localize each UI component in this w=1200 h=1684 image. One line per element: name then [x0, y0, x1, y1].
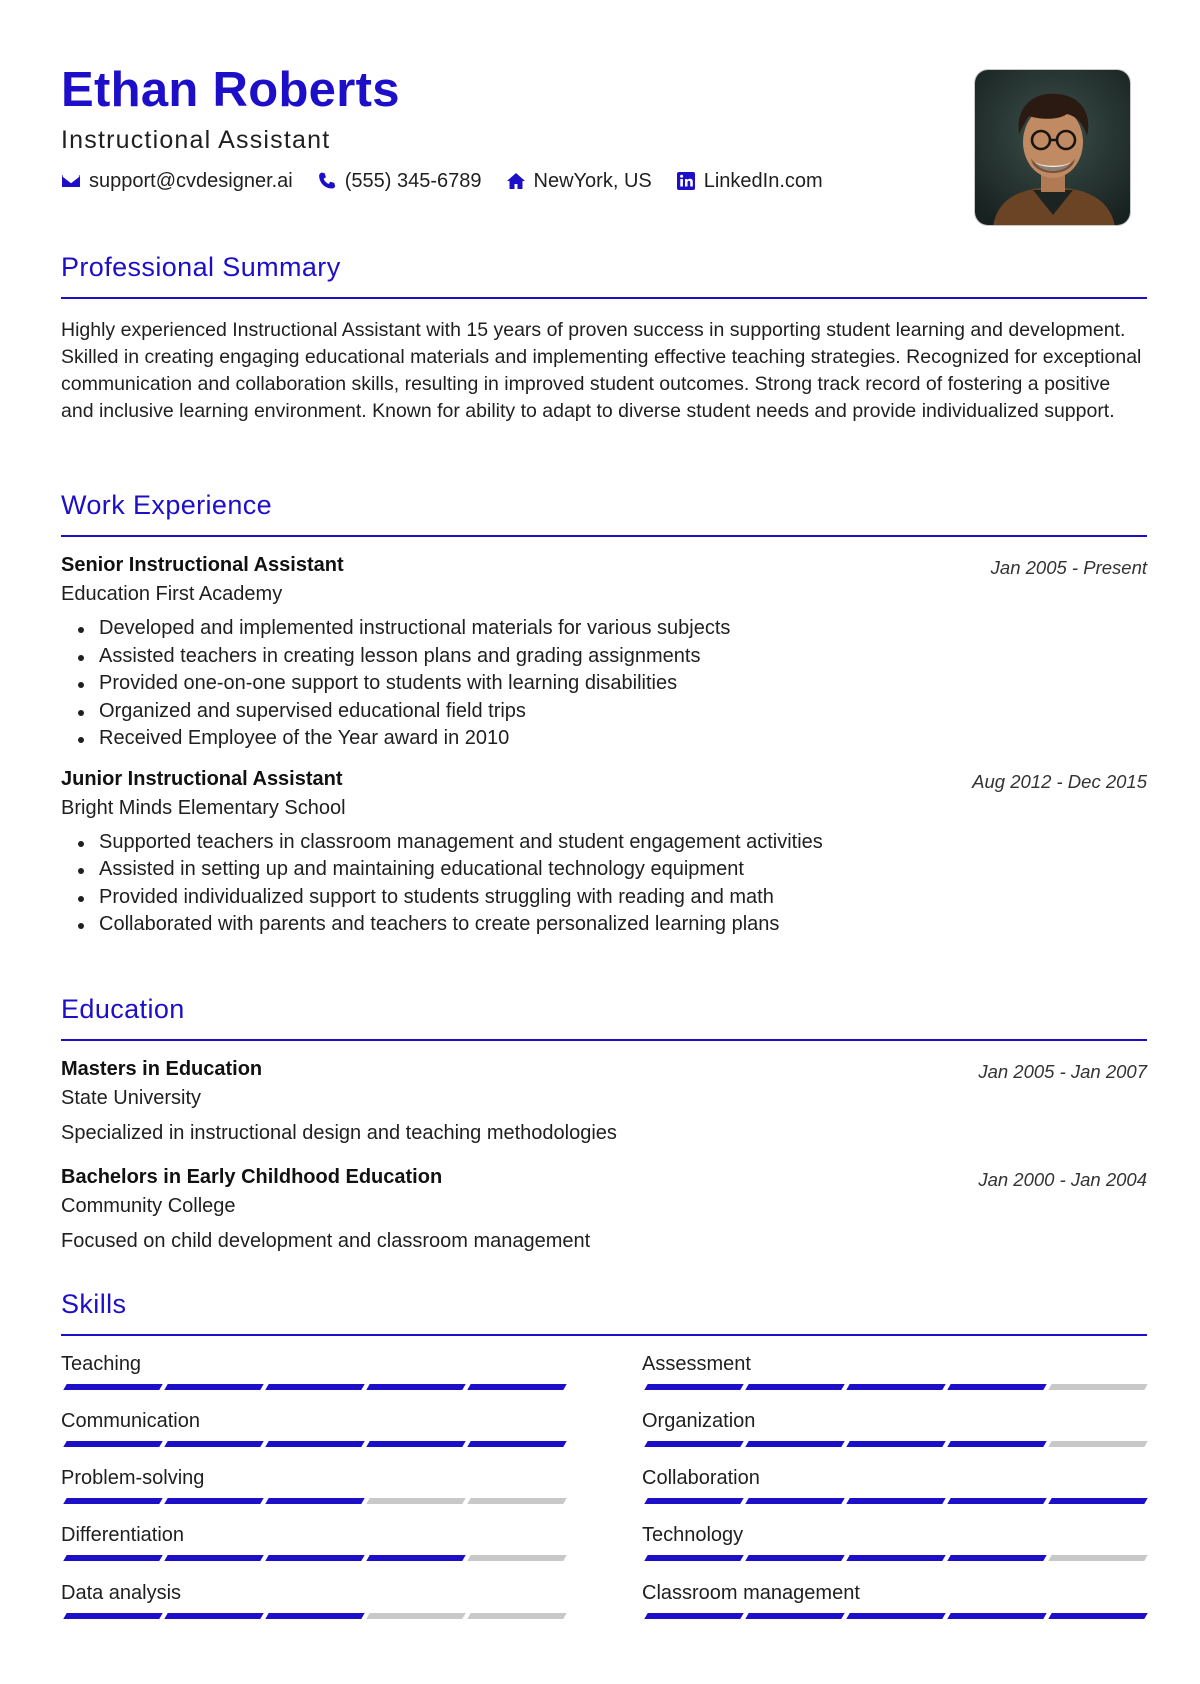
skill-level-bar	[61, 1384, 565, 1392]
skills-heading: Skills	[61, 1289, 127, 1319]
skill-segment-filled	[265, 1613, 364, 1619]
skill-segment-filled	[846, 1441, 945, 1447]
education-section	[61, 996, 1147, 1251]
skill-segment-filled	[366, 1384, 465, 1390]
skill-segment-filled	[745, 1613, 844, 1619]
job-date: Jan 2005 - Present	[990, 557, 1147, 578]
home-icon	[506, 171, 526, 191]
list-item: Supported teachers in classroom management and student engagement activities	[61, 829, 1147, 857]
skill-segment-filled	[164, 1555, 263, 1561]
skill-segment-filled	[467, 1384, 566, 1390]
skill-name: Differentiation	[61, 1524, 185, 1546]
skill-segment-filled	[1048, 1613, 1147, 1619]
list-item: Provided one-on-one support to students with learning disabilities	[61, 670, 1147, 698]
candidate-title: Instructional Assistant	[61, 126, 331, 154]
education-date: Jan 2005 - Jan 2007	[978, 1061, 1147, 1082]
skills-section	[61, 1291, 1147, 1654]
skill-segment-filled	[846, 1613, 945, 1619]
skill-segment-empty	[1048, 1384, 1147, 1390]
skill-segment-filled	[947, 1441, 1046, 1447]
skill-segment-empty	[366, 1498, 465, 1504]
skill-name: Classroom management	[642, 1582, 860, 1604]
skill-name: Collaboration	[642, 1467, 760, 1489]
school-name: Community College	[61, 1195, 236, 1217]
skills-grid	[61, 1354, 1147, 1654]
skill-segment-filled	[366, 1441, 465, 1447]
job-title: Junior Instructional Assistant	[61, 767, 343, 790]
list-item: Organized and supervised educational field trips	[61, 698, 1147, 726]
contact-list	[61, 171, 847, 191]
summary-text: Highly experienced Instructional Assistant with 15 years of proven success in supporting student learning and development. Skilled in creating engaging educational materials and implementing effective teaching strategies. Recognized for exceptional communication and collaboration skills, resulting in improved student outcomes. Strong track record of fostering a positive and inclusive learning environment. Known for ability to adapt to diverse student needs and provide individualized support.	[61, 319, 1142, 422]
skill-segment-filled	[644, 1555, 743, 1561]
skill-item	[642, 1354, 1146, 1404]
education-description: Specialized in instructional design and teaching methodologies	[61, 1122, 617, 1144]
skill-segment-filled	[745, 1384, 844, 1390]
skill-segment-filled	[265, 1384, 364, 1390]
skill-name: Assessment	[642, 1353, 751, 1375]
skill-segment-filled	[846, 1555, 945, 1561]
contact-linkedin-text: LinkedIn.com	[703, 170, 823, 192]
skill-level-bar	[61, 1441, 565, 1449]
job-organization: Bright Minds Elementary School	[61, 796, 346, 819]
skill-segment-filled	[63, 1384, 162, 1390]
resume-page	[61, 0, 1147, 1604]
contact-location-text: NewYork, US	[533, 170, 652, 192]
skill-segment-filled	[63, 1441, 162, 1447]
skill-segment-filled	[63, 1613, 162, 1619]
skill-segment-filled	[947, 1555, 1046, 1561]
skill-name: Data analysis	[61, 1582, 182, 1604]
job-title: Senior Instructional Assistant	[61, 554, 344, 576]
list-item: Collaborated with parents and teachers to create personalized learning plans	[61, 911, 1147, 939]
skill-item	[642, 1411, 1146, 1461]
skill-name: Communication	[61, 1410, 200, 1432]
skill-segment-filled	[644, 1613, 743, 1619]
list-item: Received Employee of the Year award in 2010	[61, 725, 1147, 753]
education-entry	[61, 1059, 1147, 1143]
skill-level-bar	[61, 1498, 565, 1506]
skill-level-bar	[61, 1555, 565, 1563]
skill-segment-filled	[745, 1441, 844, 1447]
education-description: Focused on child development and classroom management	[61, 1230, 591, 1252]
skill-name: Problem-solving	[61, 1467, 205, 1489]
experience-heading: Work Experience	[61, 490, 273, 520]
skill-segment-filled	[63, 1498, 162, 1504]
contact-email[interactable]	[61, 171, 293, 191]
skill-segment-filled	[164, 1498, 263, 1504]
skill-segment-empty	[467, 1613, 566, 1619]
skill-level-bar	[642, 1498, 1146, 1506]
skill-segment-filled	[947, 1498, 1046, 1504]
contact-phone[interactable]	[317, 171, 482, 191]
skill-segment-filled	[1048, 1498, 1147, 1504]
section-divider	[61, 535, 1147, 537]
skill-segment-empty	[1048, 1555, 1147, 1561]
skill-name: Technology	[642, 1524, 744, 1546]
skill-level-bar	[642, 1555, 1146, 1563]
list-item: Assisted teachers in creating lesson plans and grading assignments	[61, 643, 1147, 671]
skill-item	[61, 1583, 565, 1633]
skill-level-bar	[642, 1384, 1146, 1392]
skill-segment-filled	[265, 1555, 364, 1561]
job-organization: Education First Academy	[61, 583, 283, 605]
skill-segment-filled	[947, 1384, 1046, 1390]
skill-item	[61, 1468, 565, 1518]
linkedin-icon	[676, 171, 696, 191]
education-date: Jan 2000 - Jan 2004	[978, 1169, 1147, 1190]
job-entry	[61, 769, 1147, 939]
summary-heading: Professional Summary	[61, 252, 341, 282]
skill-name: Teaching	[61, 1353, 142, 1375]
skill-segment-filled	[164, 1613, 263, 1619]
skill-level-bar	[642, 1613, 1146, 1621]
contact-linkedin[interactable]	[676, 171, 823, 191]
skill-level-bar	[642, 1441, 1146, 1449]
candidate-name: Ethan Roberts	[61, 63, 400, 117]
skill-segment-filled	[846, 1498, 945, 1504]
skill-segment-empty	[366, 1613, 465, 1619]
job-entry	[61, 555, 1147, 753]
profile-photo	[974, 69, 1131, 226]
skill-segment-filled	[164, 1441, 263, 1447]
skill-item	[642, 1525, 1146, 1575]
skill-item	[642, 1468, 1146, 1518]
skill-segment-filled	[164, 1384, 263, 1390]
skill-segment-filled	[644, 1498, 743, 1504]
skill-segment-empty	[467, 1555, 566, 1561]
education-heading: Education	[61, 994, 185, 1024]
section-divider	[61, 297, 1147, 299]
skill-segment-filled	[846, 1384, 945, 1390]
section-divider	[61, 1334, 1147, 1336]
skill-segment-filled	[745, 1555, 844, 1561]
skill-level-bar	[61, 1613, 565, 1621]
skill-segment-empty	[1048, 1441, 1147, 1447]
skill-item	[61, 1354, 565, 1404]
envelope-icon	[61, 171, 81, 191]
summary-section	[61, 254, 1147, 425]
skill-segment-filled	[265, 1441, 364, 1447]
skill-segment-filled	[366, 1555, 465, 1561]
contact-phone-text: (555) 345-6789	[344, 170, 482, 192]
skill-segment-filled	[745, 1498, 844, 1504]
skill-segment-filled	[467, 1441, 566, 1447]
skill-segment-filled	[947, 1613, 1046, 1619]
skill-segment-empty	[467, 1498, 566, 1504]
skill-item	[61, 1411, 565, 1461]
school-name: State University	[61, 1087, 202, 1109]
list-item: Provided individualized support to students struggling with reading and math	[61, 884, 1147, 912]
skill-segment-filled	[265, 1498, 364, 1504]
skill-item	[61, 1525, 565, 1575]
skill-segment-filled	[644, 1441, 743, 1447]
job-bullets	[61, 829, 1147, 939]
contact-email-text: support@cvdesigner.ai	[89, 170, 293, 192]
degree-title: Bachelors in Early Childhood Education	[61, 1166, 443, 1188]
skill-segment-filled	[63, 1555, 162, 1561]
phone-icon	[317, 171, 337, 191]
degree-title: Masters in Education	[61, 1058, 263, 1080]
skill-item	[642, 1583, 1146, 1633]
resume-header	[61, 0, 1147, 240]
experience-section	[61, 492, 1147, 939]
job-bullets	[61, 615, 1147, 753]
skill-segment-filled	[644, 1384, 743, 1390]
contact-location[interactable]	[506, 171, 652, 191]
list-item: Developed and implemented instructional materials for various subjects	[61, 615, 1147, 643]
skill-name: Organization	[642, 1410, 756, 1432]
section-divider	[61, 1039, 1147, 1041]
job-date: Aug 2012 - Dec 2015	[972, 770, 1147, 792]
list-item: Assisted in setting up and maintaining educational technology equipment	[61, 856, 1147, 884]
education-entry	[61, 1167, 1147, 1251]
